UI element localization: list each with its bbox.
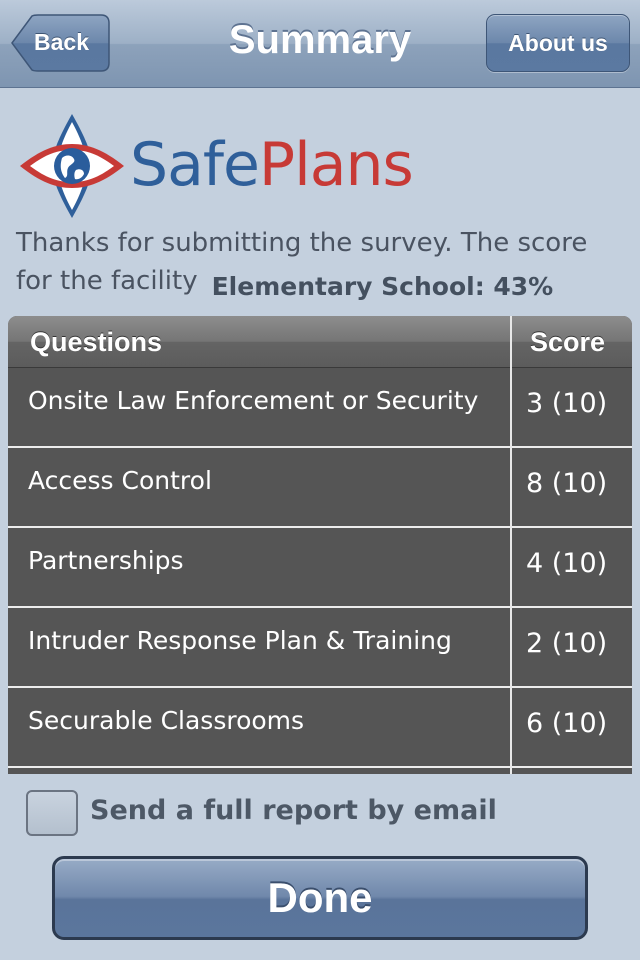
row-score: 8 (10) bbox=[526, 468, 608, 499]
safeplans-logo bbox=[18, 112, 438, 220]
row-score: 6 (10) bbox=[526, 708, 608, 739]
table-row[interactable] bbox=[8, 528, 632, 608]
row-question: Partnerships bbox=[28, 546, 184, 575]
column-divider bbox=[510, 316, 512, 774]
table-row[interactable] bbox=[8, 608, 632, 688]
email-report-label[interactable]: Send a full report by email bbox=[90, 795, 497, 826]
facility-score: Elementary School: 43% bbox=[211, 272, 554, 301]
intro-line-1: Thanks for submitting the survey. The score bbox=[16, 228, 588, 258]
row-score: 3 (10) bbox=[526, 388, 608, 419]
globe-eye-logo-icon bbox=[18, 112, 126, 220]
table-row[interactable] bbox=[8, 368, 632, 448]
table-row[interactable] bbox=[8, 448, 632, 528]
row-score: 4 (10) bbox=[526, 548, 608, 579]
score-column-header: Score bbox=[530, 327, 606, 357]
logo-word-plans: Plans bbox=[258, 130, 413, 200]
intro-line-2: for the facility bbox=[16, 266, 198, 296]
about-us-button[interactable]: About us bbox=[486, 14, 630, 72]
logo-wordmark bbox=[130, 130, 413, 200]
table-row[interactable] bbox=[8, 688, 632, 768]
email-report-checkbox[interactable] bbox=[26, 790, 78, 836]
row-question: Onsite Law Enforcement or Security bbox=[28, 386, 479, 415]
page-title: Summary bbox=[228, 18, 412, 62]
logo-word-safe: Safe bbox=[130, 130, 259, 200]
survey-result-message bbox=[16, 224, 626, 300]
table-header bbox=[8, 316, 632, 368]
back-label: Back bbox=[34, 29, 89, 55]
row-question: Intruder Response Plan & Training bbox=[28, 626, 452, 655]
done-button[interactable]: Done bbox=[52, 856, 588, 940]
score-table[interactable] bbox=[8, 316, 632, 774]
row-question: Access Control bbox=[28, 466, 212, 495]
row-question: Securable Classrooms bbox=[28, 706, 305, 735]
questions-column-header: Questions bbox=[30, 327, 163, 357]
navigation-bar bbox=[0, 0, 640, 88]
row-score: 2 (10) bbox=[526, 628, 608, 659]
